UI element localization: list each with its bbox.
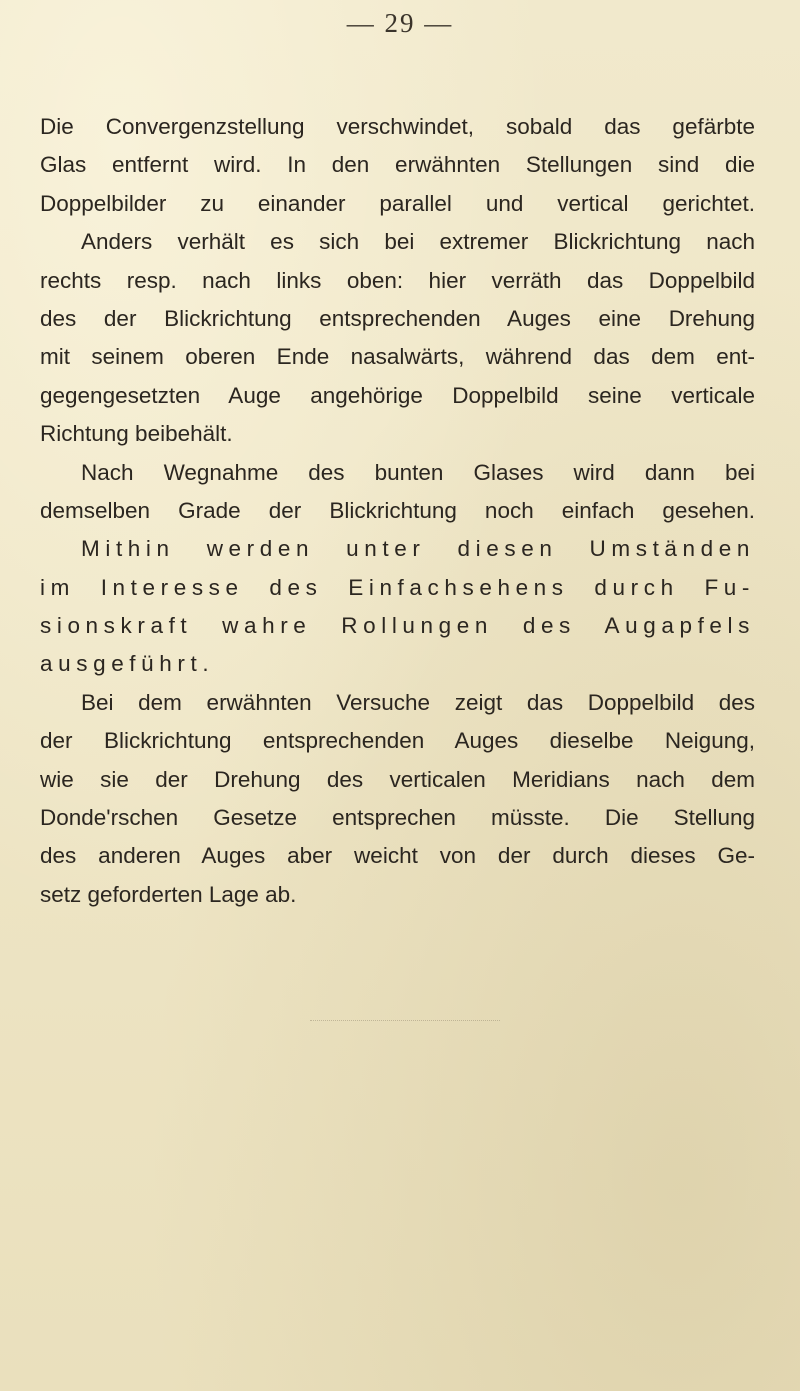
body-text (40, 108, 755, 914)
text-line: des anderen Auges aber weicht von der durch dieses Ge- (40, 843, 755, 869)
text-line: Doppelbilder zu einander parallel und vertical gerichtet. (40, 190, 755, 216)
text-line: Donde'rschen Gesetze entsprechen müsste. Die Stellung (40, 805, 755, 831)
text-line: rechts resp. nach links oben: hier verräth das Doppelbild (40, 267, 755, 293)
text-line: gegengesetzten Auge angehörige Doppelbild seine verticale (40, 382, 755, 408)
text-line: mit seinem oberen Ende nasalwärts, während das dem ent- (40, 344, 755, 370)
text-line: des der Blickrichtung entsprechenden Auges eine Drehung (40, 305, 755, 331)
text-line: demselben Grade der Blickrichtung noch einfach gesehen. (40, 497, 755, 523)
text-line: Anders verhält es sich bei extremer Blickrichtung nach (81, 229, 755, 255)
text-line: Nach Wegnahme des bunten Glases wird dann bei (81, 459, 755, 485)
text-line-emphasis: sionskraft wahre Rollungen des Augapfels (40, 613, 755, 639)
text-line: wie sie der Drehung des verticalen Meridians nach dem (40, 766, 755, 792)
text-line: setz geforderten Lage ab. (40, 881, 297, 907)
page-number: — 29 — (346, 8, 454, 38)
paper-mark (310, 1020, 500, 1027)
text-line-emphasis: im Interesse des Einfachsehens durch Fu- (40, 574, 755, 600)
text-line: Die Convergenzstellung verschwindet, sobald das gefärbte (40, 114, 755, 139)
text-line: der Blickrichtung entsprechenden Auges dieselbe Neigung, (40, 728, 755, 754)
text-line-emphasis: Mithin werden unter diesen Umständen (81, 536, 755, 562)
text-line: Bei dem erwähnten Versuche zeigt das Doppelbild des (81, 689, 755, 715)
text-line: Glas entfernt wird. In den erwähnten Stellungen sind die (40, 152, 755, 178)
text-line: Richtung beibehält. (40, 421, 233, 447)
text-line-emphasis: ausgeführt. (40, 651, 215, 677)
